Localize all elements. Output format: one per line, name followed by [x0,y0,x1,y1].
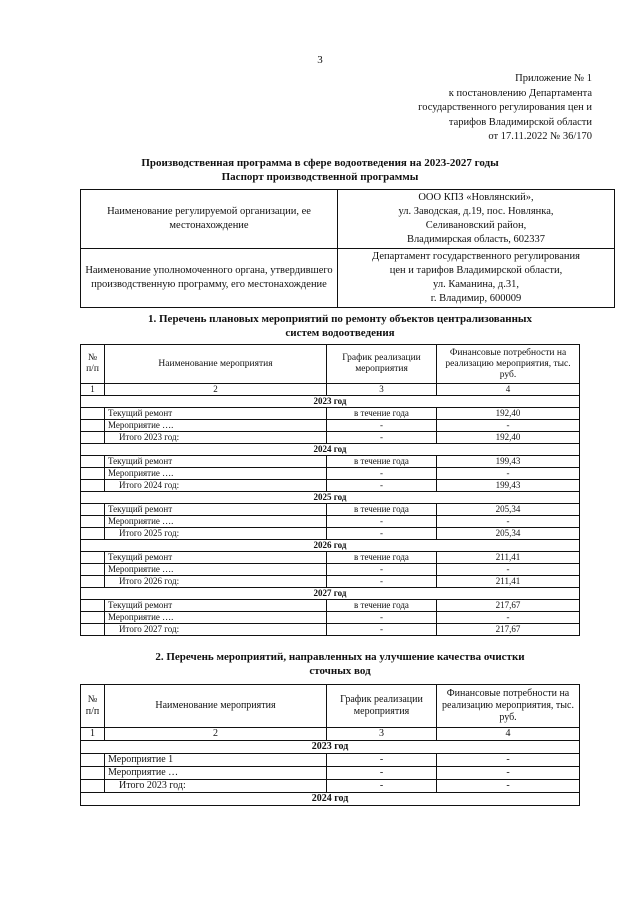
activity-name: Текущий ремонт [105,600,327,612]
table-row [81,468,580,480]
table-header-row [81,685,580,728]
appendix-block [418,72,592,145]
year-row [81,444,580,456]
section-1-heading-line: систем водоотведения [285,327,395,339]
activity-finance: 192,40 [437,408,580,420]
row-number [81,612,105,624]
passport-row-authority [81,249,615,308]
repair-plan-table [80,344,580,636]
total-finance: 211,41 [437,576,580,588]
value-line: г. Владимир, 600009 [430,293,522,304]
authority-label: Наименование уполномоченного органа, утвердившего производственную программу, его местонахождение [81,249,338,308]
row-number [81,564,105,576]
total-schedule: - [327,480,437,492]
activity-finance: 211,41 [437,552,580,564]
value-line: Департамент государственного регулирования [372,251,580,262]
year-label: 2024 год [81,793,580,806]
organization-value [338,190,615,249]
column-number: 4 [437,728,580,741]
section-1-heading [70,312,610,340]
activity-finance: - [437,468,580,480]
total-label: Итого 2027 год: [105,624,327,636]
activity-finance: - [437,767,580,780]
activity-schedule: в течение года [327,456,437,468]
total-finance: 205,34 [437,528,580,540]
passport-table [80,189,615,308]
row-number [81,600,105,612]
activity-finance: - [437,516,580,528]
column-number: 3 [327,728,437,741]
total-schedule: - [327,780,437,793]
activity-finance: 205,34 [437,504,580,516]
total-finance: - [437,780,580,793]
total-finance: 217,67 [437,624,580,636]
value-line: ул. Заводская, д.19, пос. Новлянка, [398,206,554,217]
header-name: Наименование мероприятия [105,345,327,384]
activity-name: Мероприятие …. [105,564,327,576]
authority-value [338,249,615,308]
activity-schedule: - [327,420,437,432]
total-schedule: - [327,528,437,540]
activity-schedule: - [327,767,437,780]
row-number [81,767,105,780]
column-number: 2 [105,728,327,741]
header-schedule: График реализации мероприятия [327,685,437,728]
section-2-heading-line: 2. Перечень мероприятий, направленных на улучшение качества очистки [155,651,525,663]
table-row [81,480,580,492]
activity-name: Текущий ремонт [105,456,327,468]
year-row [81,588,580,600]
header-finance: Финансовые потребности на реализацию мероприятия, тыс. руб. [437,685,580,728]
section-2-heading [70,650,610,678]
activity-name: Мероприятие …. [105,468,327,480]
table-row [81,420,580,432]
total-schedule: - [327,576,437,588]
appendix-line: государственного регулирования цен и [418,102,592,113]
table-row [81,516,580,528]
year-row [81,793,580,806]
year-label: 2025 год [81,492,580,504]
table-row [81,564,580,576]
table-row [81,780,580,793]
table-row [81,767,580,780]
activity-schedule: в течение года [327,552,437,564]
header-name: Наименование мероприятия [105,685,327,728]
row-number [81,468,105,480]
total-label: Итого 2025 год: [105,528,327,540]
row-number [81,420,105,432]
activity-name: Текущий ремонт [105,408,327,420]
value-line: Владимирская область, 602337 [406,234,546,245]
total-schedule: - [327,432,437,444]
activity-schedule: - [327,564,437,576]
value-line: Селивановский район, [425,220,527,231]
row-number [81,780,105,793]
row-number [81,456,105,468]
column-number: 1 [81,728,105,741]
activity-finance: - [437,420,580,432]
activity-finance: 217,67 [437,600,580,612]
activity-name: Текущий ремонт [105,504,327,516]
activity-name: Мероприятие …. [105,612,327,624]
table-row [81,408,580,420]
activity-name: Мероприятие 1 [105,754,327,767]
header-number: № п/п [81,685,105,728]
activity-name: Мероприятие …. [105,516,327,528]
total-label: Итого 2023 год: [105,780,327,793]
table-row [81,456,580,468]
table-row [81,576,580,588]
table-row [81,504,580,516]
activity-schedule: - [327,612,437,624]
row-number [81,432,105,444]
header-schedule: График реализации мероприятия [327,345,437,384]
appendix-line: Приложение № 1 [515,73,592,84]
header-finance: Финансовые потребности на реализацию мероприятия, тыс. руб. [437,345,580,384]
table-row [81,612,580,624]
row-number [81,754,105,767]
row-number [81,576,105,588]
table-row [81,528,580,540]
table-header-row [81,345,580,384]
row-number [81,624,105,636]
total-label: Итого 2026 год: [105,576,327,588]
title-line-2: Паспорт производственной программы [221,171,419,183]
total-label: Итого 2024 год: [105,480,327,492]
row-number [81,480,105,492]
activity-finance: - [437,564,580,576]
document-title [0,156,640,184]
total-finance: 192,40 [437,432,580,444]
activity-schedule: - [327,754,437,767]
row-number [81,552,105,564]
title-line-1: Производственная программа в сфере водоотведения на 2023-2027 годы [141,157,499,169]
table-row [81,432,580,444]
column-numbers-row [81,384,580,396]
section-2-heading-line: сточных вод [309,665,371,677]
activity-schedule: - [327,516,437,528]
activity-name: Текущий ремонт [105,552,327,564]
value-line: ООО КПЗ «Новлянский», [418,192,534,203]
appendix-line: к постановлению Департамента [448,87,592,99]
appendix-line: тарифов Владимирской области [448,116,592,128]
year-label: 2026 год [81,540,580,552]
activity-name: Мероприятие … [105,767,327,780]
total-schedule: - [327,624,437,636]
row-number [81,504,105,516]
year-label: 2023 год [81,396,580,408]
year-label: 2024 год [81,444,580,456]
table-row [81,624,580,636]
total-label: Итого 2023 год: [105,432,327,444]
column-number: 2 [105,384,327,396]
activity-schedule: - [327,468,437,480]
total-finance: 199,43 [437,480,580,492]
activity-schedule: в течение года [327,600,437,612]
table-row [81,552,580,564]
year-row [81,492,580,504]
header-number: № п/п [81,345,105,384]
row-number [81,408,105,420]
year-row [81,540,580,552]
activity-finance: - [437,612,580,624]
year-label: 2027 год [81,588,580,600]
quality-measures-table [80,684,580,806]
year-row [81,741,580,754]
year-row [81,396,580,408]
column-number: 1 [81,384,105,396]
appendix-line: от 17.11.2022 № 36/170 [488,131,592,142]
activity-schedule: в течение года [327,408,437,420]
table-row [81,754,580,767]
activity-schedule: в течение года [327,504,437,516]
table-row [81,600,580,612]
passport-row-organization [81,190,615,249]
value-line: ул. Каманина, д.31, [433,279,519,290]
activity-name: Мероприятие …. [105,420,327,432]
column-numbers-row [81,728,580,741]
activity-finance: 199,43 [437,456,580,468]
row-number [81,516,105,528]
year-label: 2023 год [81,741,580,754]
section-1-heading-line: 1. Перечень плановых мероприятий по ремонту объектов централизованных [148,313,532,325]
column-number: 3 [327,384,437,396]
organization-label: Наименование регулируемой организации, ее местонахождение [81,190,338,249]
value-line: цен и тарифов Владимирской области, [389,265,563,276]
row-number [81,528,105,540]
column-number: 4 [437,384,580,396]
page-number: 3 [317,54,323,66]
activity-finance: - [437,754,580,767]
